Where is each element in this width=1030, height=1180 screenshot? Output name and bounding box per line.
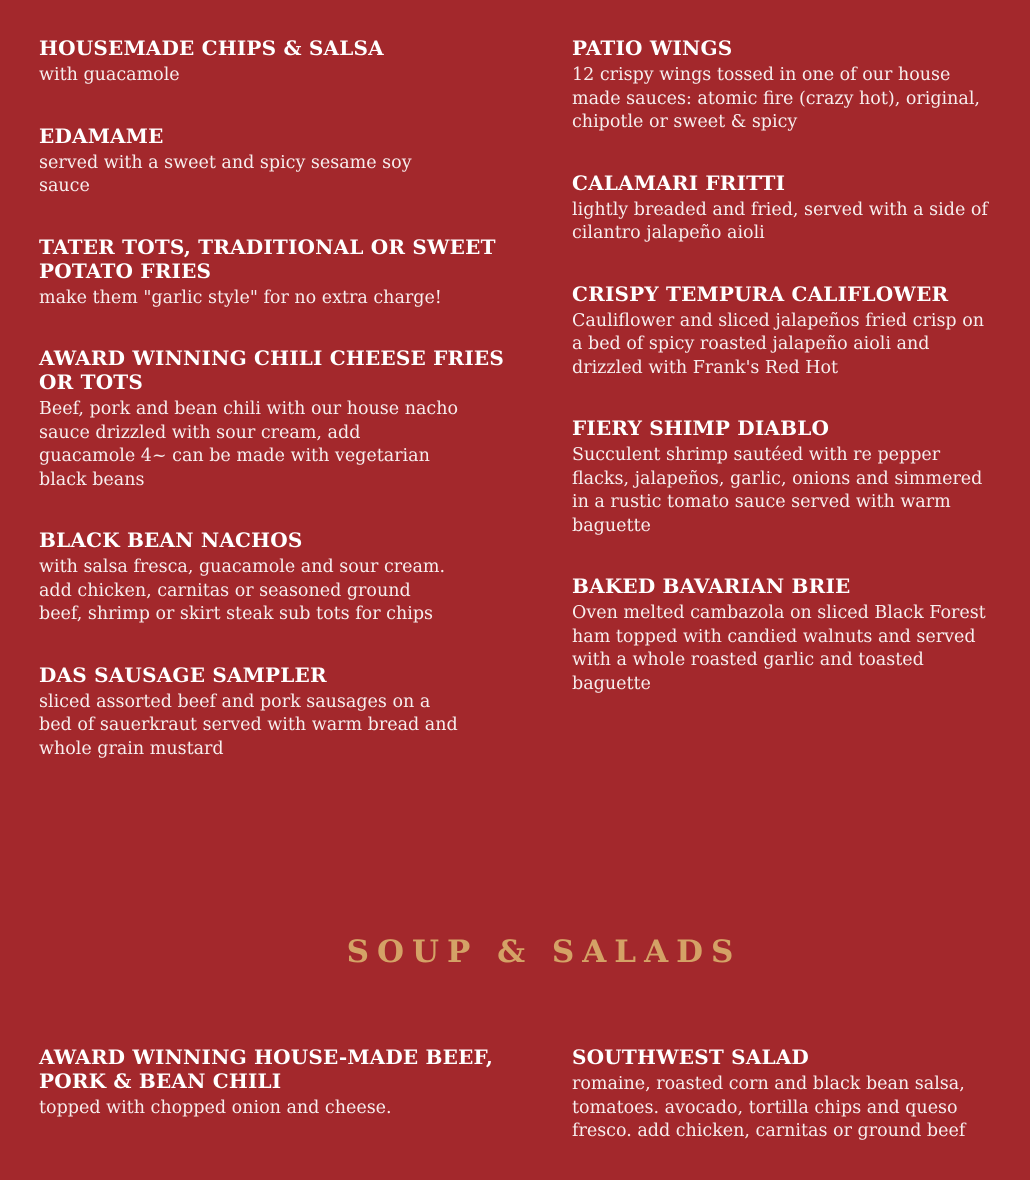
soups-left-column	[39, 1045, 509, 1157]
menu-item-name: CALAMARI FRITTI	[572, 170, 786, 195]
menu-item-description: Beef, pork and bean chili with our house nacho sauce drizzled with sour cream, add guacamole 4~ can be made with vegetarian black beans	[39, 399, 459, 490]
menu-item-description: with guacamole	[39, 65, 180, 85]
menu-item-name: BLACK BEAN NACHOS	[39, 528, 303, 552]
menu-item	[39, 1045, 509, 1121]
menu-item-description: with salsa fresca, guacamole and sour cream. add chicken, carnitas or seasoned ground beef, shrimp or skirt steak sub tots for chips	[39, 557, 446, 624]
menu-item-name: HOUSEMADE CHIPS & SALSA	[39, 36, 384, 60]
menu-item-name: PATIO WINGS	[572, 36, 733, 60]
menu-item-description: romaine, roasted corn and black bean salsa, tomatoes. avocado, tortilla chips and queso fresco. add chicken, carnitas or ground beef	[572, 1074, 966, 1141]
menu-item-description: served with a sweet and spicy sesame soy sauce	[39, 152, 412, 196]
menu-item-name: SOUTHWEST SALAD	[572, 1045, 809, 1069]
menu-item-description: lightly breaded and fried, served with a side of cilantro jalapeño aioli	[572, 199, 988, 243]
menu-item-description: 12 crispy wings tossed in one of our house made sauces: atomic fire (crazy hot), original, chipotle or sweet & spicy	[572, 65, 980, 132]
menu-item	[39, 663, 509, 762]
menu-item	[39, 124, 509, 199]
menu-item-name: AWARD WINNING HOUSE-MADE BEEF, PORK & BEAN CHILI	[39, 1045, 494, 1093]
menu-item-name: BAKED BAVARIAN BRIE	[572, 574, 851, 598]
menu-item-description: sliced assorted beef and pork sausages on a bed of sauerkraut served with warm bread and whole grain mustard	[39, 691, 458, 759]
menu-item	[39, 528, 509, 627]
menu-item	[572, 36, 997, 135]
menu-item-description: Succulent shrimp sautéed with re pepper flacks, jalapeños, garlic, onions and simmered in a rustic tomato sauce served with warm baguette	[572, 445, 983, 536]
menu-item	[39, 346, 509, 492]
soups-right-column	[572, 1045, 1002, 1180]
menu-item-name: EDAMAME	[39, 123, 164, 148]
menu-item	[39, 235, 509, 311]
appetizers-right-column	[572, 36, 997, 732]
menu-item	[572, 171, 997, 246]
menu-item-name: DAS SAUSAGE SAMPLER	[39, 662, 327, 687]
appetizers-left-column	[39, 36, 509, 797]
menu-item-name: AWARD WINNING CHILI CHEESE FRIES OR TOTS	[39, 346, 504, 394]
menu-item-description: make them "garlic style" for no extra charge!	[39, 287, 442, 308]
menu-item	[572, 282, 997, 381]
menu-item-name: CRISPY TEMPURA CALIFLOWER	[572, 281, 949, 306]
menu-item	[39, 36, 509, 88]
section-title-soup-salads: SOUP & SALADS	[346, 934, 742, 970]
menu-item-description: Cauliflower and sliced jalapeños fried crisp on a bed of spicy roasted jalapeño aioli and drizzled with Frank's Red Hot	[572, 310, 985, 378]
menu-item	[572, 416, 997, 538]
menu-item-description: topped with chopped onion and cheese.	[39, 1098, 392, 1118]
menu-item	[572, 574, 997, 696]
menu-item-description: Oven melted cambazola on sliced Black Forest ham topped with candied walnuts and served with a whole roasted garlic and toasted baguette	[572, 603, 986, 694]
menu-item	[572, 1045, 1002, 1144]
menu-item-name: TATER TOTS, TRADITIONAL OR SWEET POTATO FRIES	[39, 234, 496, 283]
menu-item-name: FIERY SHIMP DIABLO	[572, 416, 830, 440]
